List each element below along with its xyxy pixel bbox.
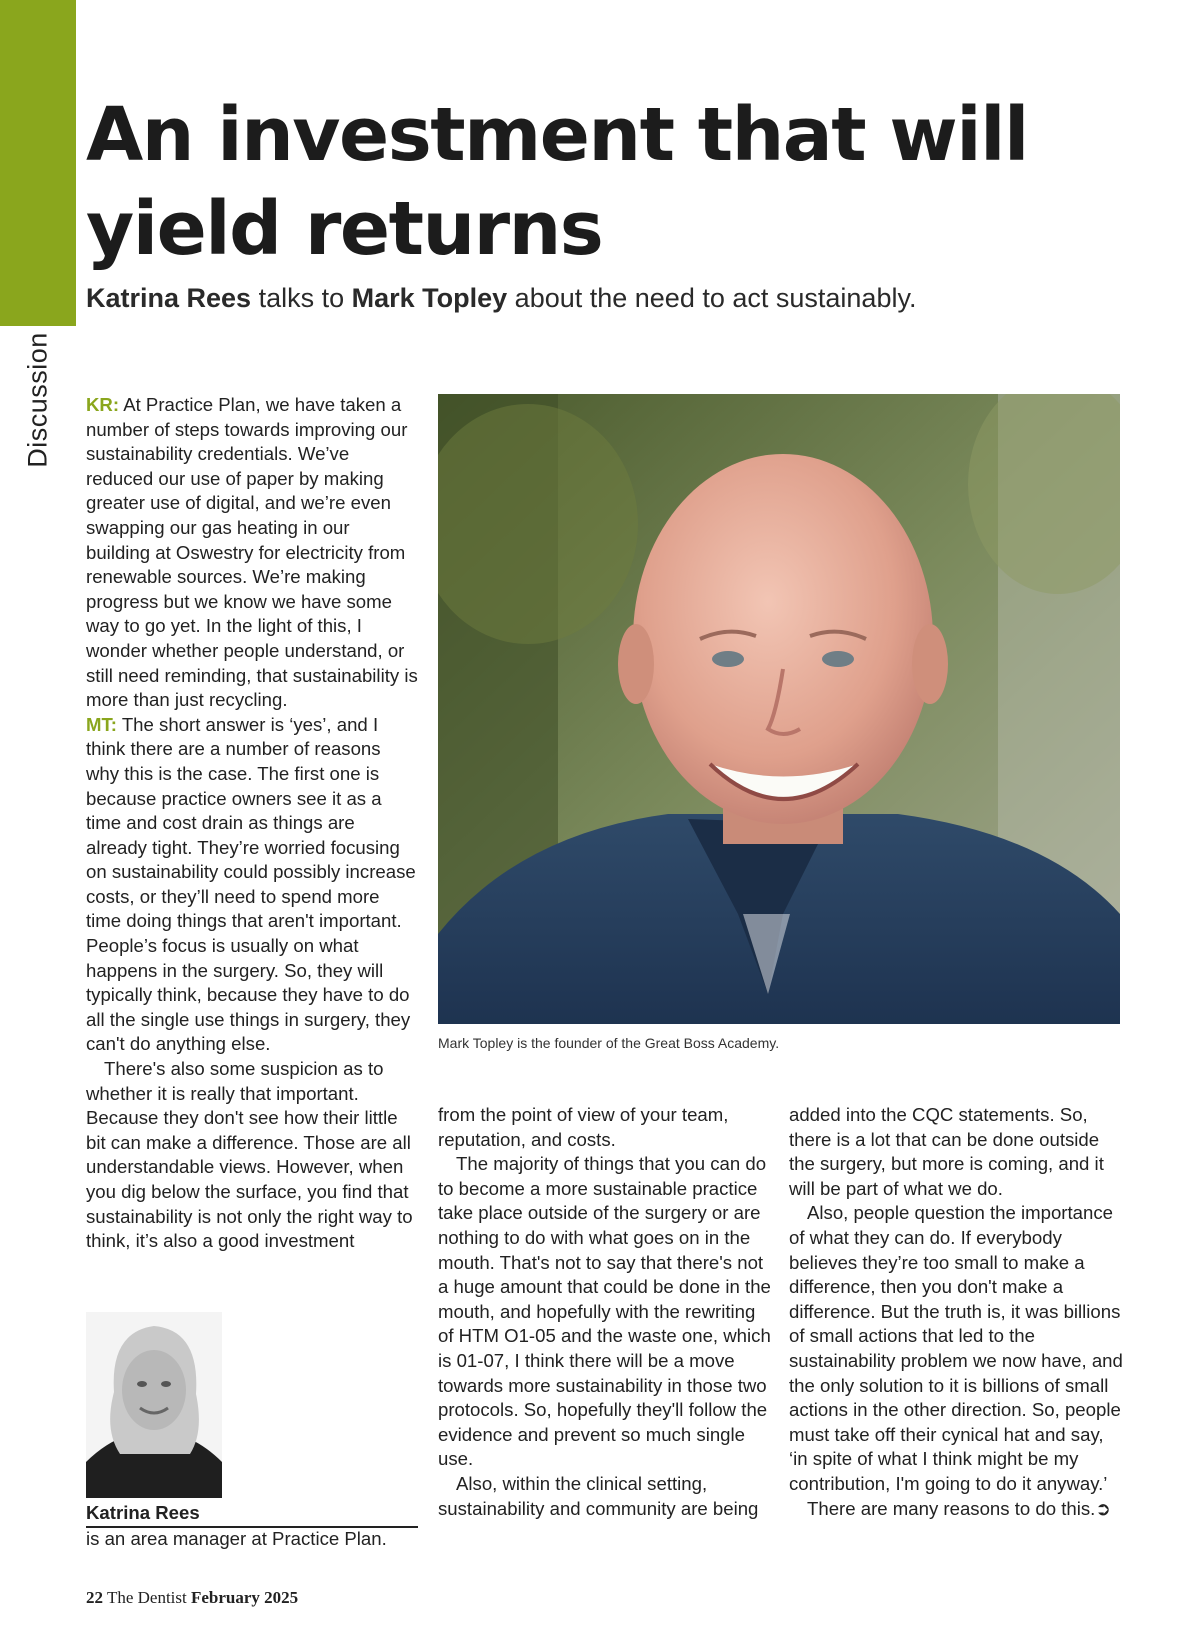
body-paragraph: The majority of things that you can do to become a more sustainable practice take place outside of the surgery or are nothing to do with what goes on in the mouth. That's not to say that there's not a huge amount that could be done in the mouth, and hopefully with the rewriting of HTM O1-05 and the waste one, which is 01-07, I think there will be a move towards more sustainability in those two protocols. So, hopefully they'll follow the evidence and prevent so much single use. <box>438 1153 771 1470</box>
standfirst-rest: about the need to act sustainably. <box>507 283 917 313</box>
magazine-name: The Dentist <box>106 1588 187 1607</box>
issue-date: February 2025 <box>191 1588 299 1607</box>
section-color-bar <box>0 0 76 326</box>
body-paragraph: Also, within the clinical setting, sustainability and community are being <box>438 1472 759 1519</box>
final-text: There are many reasons to do this. <box>807 1497 1096 1519</box>
standfirst-middle: talks to <box>251 283 352 313</box>
body-paragraph: added into the CQC statements. So, there is a lot that can be done outside the surgery, but more is coming, and it will be part of what we do. <box>789 1104 1104 1199</box>
katrina-rees-photo <box>86 1312 222 1498</box>
body-paragraph: from the point of view of your team, reputation, and costs. <box>438 1104 729 1150</box>
speaker-mt: MT: <box>86 713 117 735</box>
author-name: Katrina Rees <box>86 1502 200 1523</box>
final-paragraph <box>789 1497 1124 1522</box>
photo-caption: Mark Topley is the founder of the Great Boss Academy. <box>438 1035 780 1051</box>
text-column-1 <box>86 393 418 1254</box>
speaker-kr: KR: <box>86 394 120 415</box>
question-text: At Practice Plan, we have taken a number of steps towards improving our sustainability credentials. We’ve reduced our use of paper by making greater use of digital, and we’re even swapping our gas heating in our building at Oswestry for electricity from renewable sources. We’re making progress but we know we have some way to go yet. In the light of this, I wonder whether people understand, or still need reminding, that sustainability is more than just recycling. <box>86 394 418 711</box>
continue-arrow-icon: ➲ <box>1095 1497 1111 1519</box>
author-bio: is an area manager at Practice Plan. <box>86 1528 387 1549</box>
body-paragraph: Also, people question the importance of what they can do. If everybody believes they’re too small to make a difference, then you don't make a difference. But the truth is, it was billions of small actions that led to the sustainability problem we now have, and the only solution to it is billions of small actions in the other direction. So, people must take off their cynical hat and say, ‘in spite of what I think might be my contribution, I'm going to do it anyway.’ <box>789 1202 1123 1494</box>
text-column-2 <box>438 1103 773 1521</box>
body-paragraph: There's also some suspicion as to whether it is really that important. Because they don't see how their little bit can make a difference. Those are all understandable views. However, when you dig below the surface, you find that sustainability is not only the right way to think, it’s also a good investment <box>86 1058 413 1252</box>
section-label: Discussion <box>22 332 53 468</box>
interviewer-name: Katrina Rees <box>86 283 252 313</box>
text-column-3 <box>789 1103 1124 1521</box>
page-footer <box>86 1588 298 1608</box>
question-paragraph <box>86 393 418 713</box>
standfirst <box>86 280 1086 316</box>
answer-text: The short answer is ‘yes’, and I think there are a number of reasons why this is the case. The first one is because practice owners see it as a time and cost drain as things are already tight. They’re worried focusing on sustainability could possibly increase costs, or they’ll need to spend more time doing things that aren't important. People’s focus is usually on what happens in the surgery. So, they will typically think, because they have to do all the single use things in surgery, they can't do anything else. <box>86 713 416 1055</box>
answer-paragraph <box>86 713 418 1057</box>
mark-topley-photo <box>438 394 1120 1024</box>
article-headline: An investment that will yield returns <box>86 92 1028 272</box>
interviewee-name: Mark Topley <box>351 283 508 313</box>
page-number: 22 <box>86 1588 103 1607</box>
